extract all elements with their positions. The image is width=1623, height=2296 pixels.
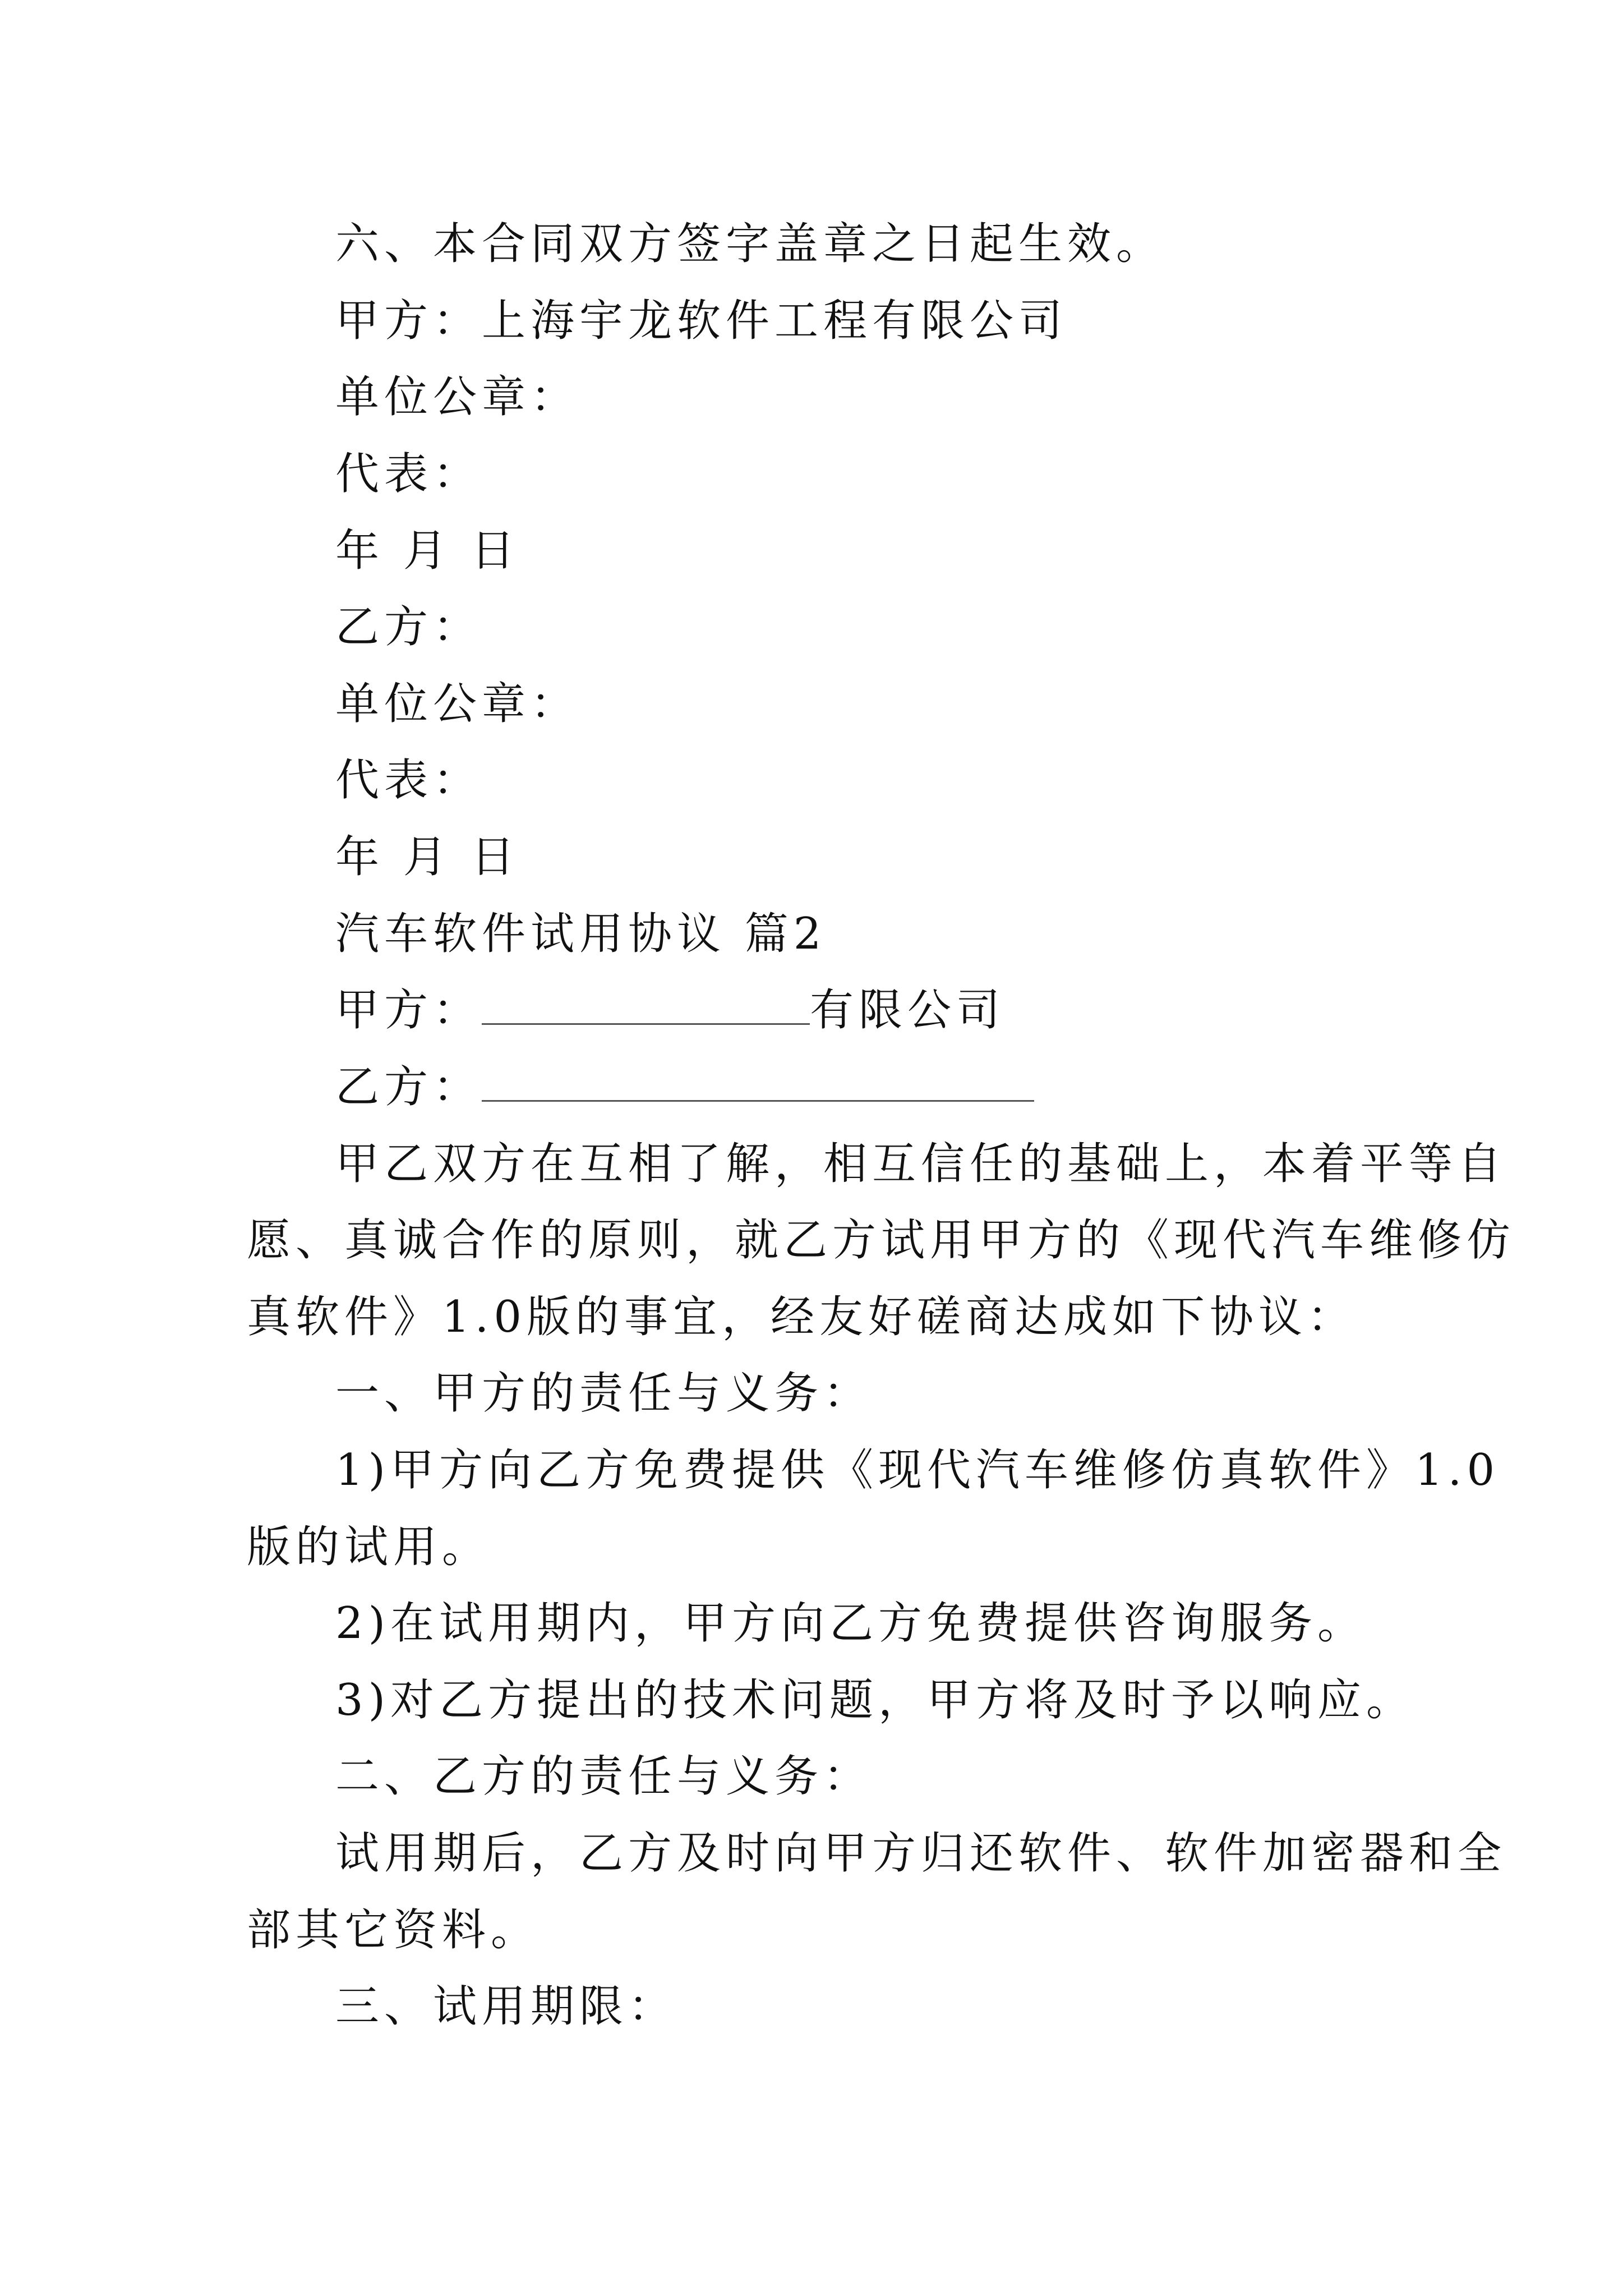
clause-one-item-1-line-2: 版的试用。: [247, 1522, 491, 1572]
section-title-part-2: 汽车软件试用协议 篇2: [335, 909, 827, 959]
party-b-seal-label: 单位公章：: [335, 679, 580, 729]
clause-one-item-1-line-1: 1)甲方向乙方免费提供《现代汽车维修仿真软件》1.0: [335, 1445, 1500, 1496]
clause-two-text-line-1: 试用期后，乙方及时向甲方归还软件、软件加密器和全: [335, 1828, 1507, 1879]
clause-six-effective: 六、本合同双方签字盖章之日起生效。: [335, 219, 1165, 269]
party-a-fill-line: [0, 982, 1623, 1038]
clause-two-heading: 二、乙方的责任与义务：: [335, 1751, 873, 1802]
party-a-name: 甲方：上海宇龙软件工程有限公司: [335, 296, 1068, 346]
party-a-date-label: 年 月 日: [335, 526, 520, 576]
intro-paragraph-line-3: 真软件》1.0版的事宜，经友好磋商达成如下协议：: [247, 1292, 1357, 1342]
party-b-date-label: 年 月 日: [335, 832, 520, 882]
clause-one-heading: 一、甲方的责任与义务：: [335, 1368, 873, 1419]
intro-paragraph-line-1: 甲乙双方在互相了解，相互信任的基础上，本着平等自: [335, 1139, 1507, 1189]
clause-one-item-2: 2)在试用期内，甲方向乙方免费提供咨询服务。: [335, 1598, 1367, 1649]
party-a-blank: [482, 984, 810, 1025]
clause-three-heading: 三、试用期限：: [335, 1981, 677, 2032]
intro-paragraph-line-2: 愿、真诚合作的原则，就乙方试用甲方的《现代汽车维修仿: [247, 1215, 1516, 1266]
party-b-fill-line: [0, 1059, 1623, 1115]
party-b-label: 乙方：: [335, 602, 482, 652]
clause-two-text-line-2: 部其它资料。: [247, 1905, 540, 1955]
party-a-representative-label: 代表：: [335, 449, 482, 499]
party-b-blank: [482, 1061, 1034, 1102]
party-a-fill-suffix: 有限公司: [810, 985, 1006, 1036]
party-b-representative-label: 代表：: [335, 755, 482, 806]
party-a-seal-label: 单位公章：: [335, 372, 580, 422]
party-b-fill-prefix: 乙方：: [335, 1062, 482, 1112]
party-a-fill-prefix: 甲方：: [335, 985, 482, 1036]
clause-one-item-3: 3)对乙方提出的技术问题，甲方将及时予以响应。: [335, 1675, 1415, 1726]
